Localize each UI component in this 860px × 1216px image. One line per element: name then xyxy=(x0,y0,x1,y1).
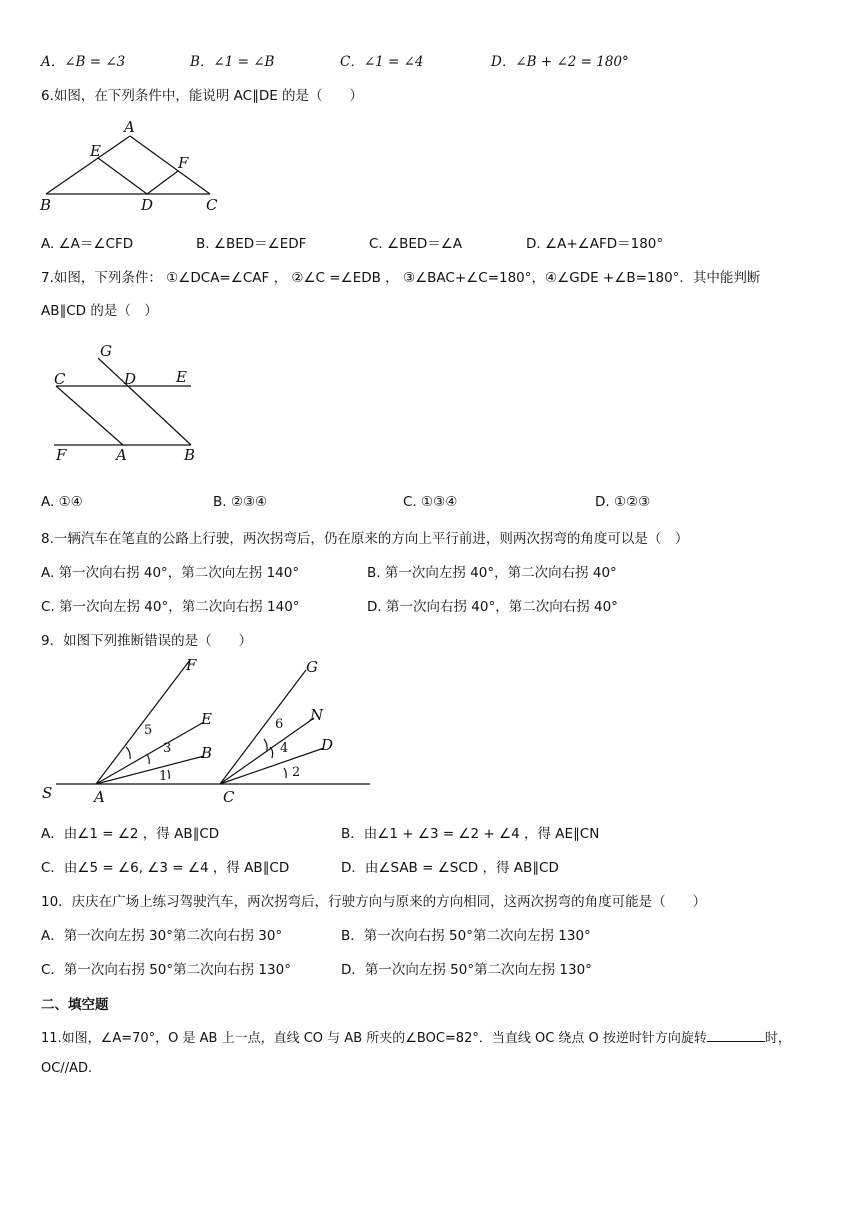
q10-option-b: B．第一次向右拐 50°第二次向左拐 130° xyxy=(341,928,591,944)
q6-figure xyxy=(38,118,238,214)
q5-option-a: A．∠B = ∠3 xyxy=(41,54,126,70)
q6-option-c: C. ∠BED＝∠A xyxy=(369,236,463,252)
q5-option-c: C．∠1 = ∠4 xyxy=(340,54,424,70)
q6-label-c: C xyxy=(206,196,218,214)
q6-label-e: E xyxy=(90,142,101,160)
q11-stem-2: OC//AD. xyxy=(41,1061,93,1076)
q9-angle-6: 6 xyxy=(275,717,284,732)
q7-figure xyxy=(46,338,206,463)
q9-option-a: A．由∠1 = ∠2 ，得 AB∥CD xyxy=(41,826,220,842)
q10-option-d: D．第一次向左拐 50°第二次向左拐 130° xyxy=(341,962,592,978)
section-title: 二、填空题 xyxy=(41,997,109,1013)
q5-option-b: B．∠1 = ∠B xyxy=(190,54,275,70)
q7-label-b: B xyxy=(184,446,196,464)
q7-label-c: C xyxy=(54,370,66,388)
q9-label-b: B xyxy=(201,744,213,762)
q7-label-f: F xyxy=(56,446,67,464)
q7-label-a: A xyxy=(116,446,127,464)
q6-option-d: D. ∠A+∠AFD＝180° xyxy=(526,236,664,252)
q11-answer-blank[interactable] xyxy=(707,1029,765,1042)
q9-label-c: C xyxy=(223,788,235,806)
q6-label-a: A xyxy=(124,118,135,136)
q9-label-d: D xyxy=(321,736,334,754)
q8-stem: 8.一辆汽车在笔直的公路上行驶，两次拐弯后，仍在原来的方向上平行前进，则两次拐弯的角度可以是（ ） xyxy=(41,531,689,547)
q9-option-b: B．由∠1 + ∠3 = ∠2 + ∠4 ，得 AE∥CN xyxy=(341,826,600,842)
q6-label-d: D xyxy=(141,196,154,214)
q11-stem xyxy=(41,1027,791,1046)
q6-label-f: F xyxy=(178,154,189,172)
q8-option-b: B. 第一次向左拐 40°，第二次向右拐 40° xyxy=(367,565,617,581)
q8-option-c: C. 第一次向左拐 40°，第二次向右拐 140° xyxy=(41,599,300,615)
q7-option-b: B. ②③④ xyxy=(213,494,268,510)
q7-label-e: E xyxy=(176,368,187,386)
q9-angle-1: 1 xyxy=(159,769,168,784)
q9-option-c: C．由∠5 = ∠6, ∠3 = ∠4 ，得 AB∥CD xyxy=(41,860,290,876)
q7-option-c: C. ①③④ xyxy=(403,494,458,510)
q9-figure xyxy=(38,656,378,806)
q8-option-a: A. 第一次向右拐 40°，第二次向左拐 140° xyxy=(41,565,300,581)
q9-option-d: D．由∠SAB = ∠SCD ，得 AB∥CD xyxy=(341,860,559,876)
q9-label-a: A xyxy=(94,788,105,806)
q6-label-b: B xyxy=(40,196,52,214)
q9-angle-2: 2 xyxy=(292,765,301,780)
q6-stem: 6.如图，在下列条件中，能说明 AC∥DE 的是（ ） xyxy=(41,88,364,104)
q5-option-d: D．∠B + ∠2 = 180° xyxy=(491,54,629,70)
q9-label-e: E xyxy=(201,710,212,728)
q7-stem: 7.如图，下列条件： ①∠DCA=∠CAF ， ②∠C =∠EDB ， ③∠BAC+∠C=180°，④∠GDE +∠B=180°．其中能判断 xyxy=(41,270,761,286)
q7-label-d: D xyxy=(124,370,137,388)
q6-option-a: A. ∠A＝∠CFD xyxy=(41,236,134,252)
q10-option-a: A．第一次向左拐 30°第二次向右拐 30° xyxy=(41,928,283,944)
q6-option-b: B. ∠BED＝∠EDF xyxy=(196,236,307,252)
q7-option-d: D. ①②③ xyxy=(595,494,651,510)
q10-stem: 10．庆庆在广场上练习驾驶汽车，两次拐弯后，行驶方向与原来的方向相同，这两次拐弯的角度可能是（ ） xyxy=(41,894,707,910)
q9-angle-3: 3 xyxy=(163,741,172,756)
q10-option-c: C．第一次向右拐 50°第二次向右拐 130° xyxy=(41,962,291,978)
q9-label-g: G xyxy=(306,658,318,676)
q9-angle-4: 4 xyxy=(280,741,289,756)
q9-stem: 9．如图下列推断错误的是（ ） xyxy=(41,633,253,649)
q11-stem-a: 11.如图，∠A=70°，O 是 AB 上一点，直线 CO 与 AB 所夹的∠BOC=82°．当直线 OC 绕点 O 按逆时针方向旋转 xyxy=(41,1031,707,1046)
q9-label-f: F xyxy=(186,656,197,674)
q8-option-d: D. 第一次向右拐 40°，第二次向右拐 40° xyxy=(367,599,618,615)
q9-angle-5: 5 xyxy=(144,723,153,738)
q7-stem-2: AB∥CD 的是（ ） xyxy=(41,303,158,319)
q7-option-a: A. ①④ xyxy=(41,494,83,510)
q9-label-n: N xyxy=(310,706,324,724)
q7-label-g: G xyxy=(100,342,112,360)
q11-stem-b: 时， xyxy=(764,1031,791,1046)
q9-label-s: S xyxy=(42,784,53,802)
